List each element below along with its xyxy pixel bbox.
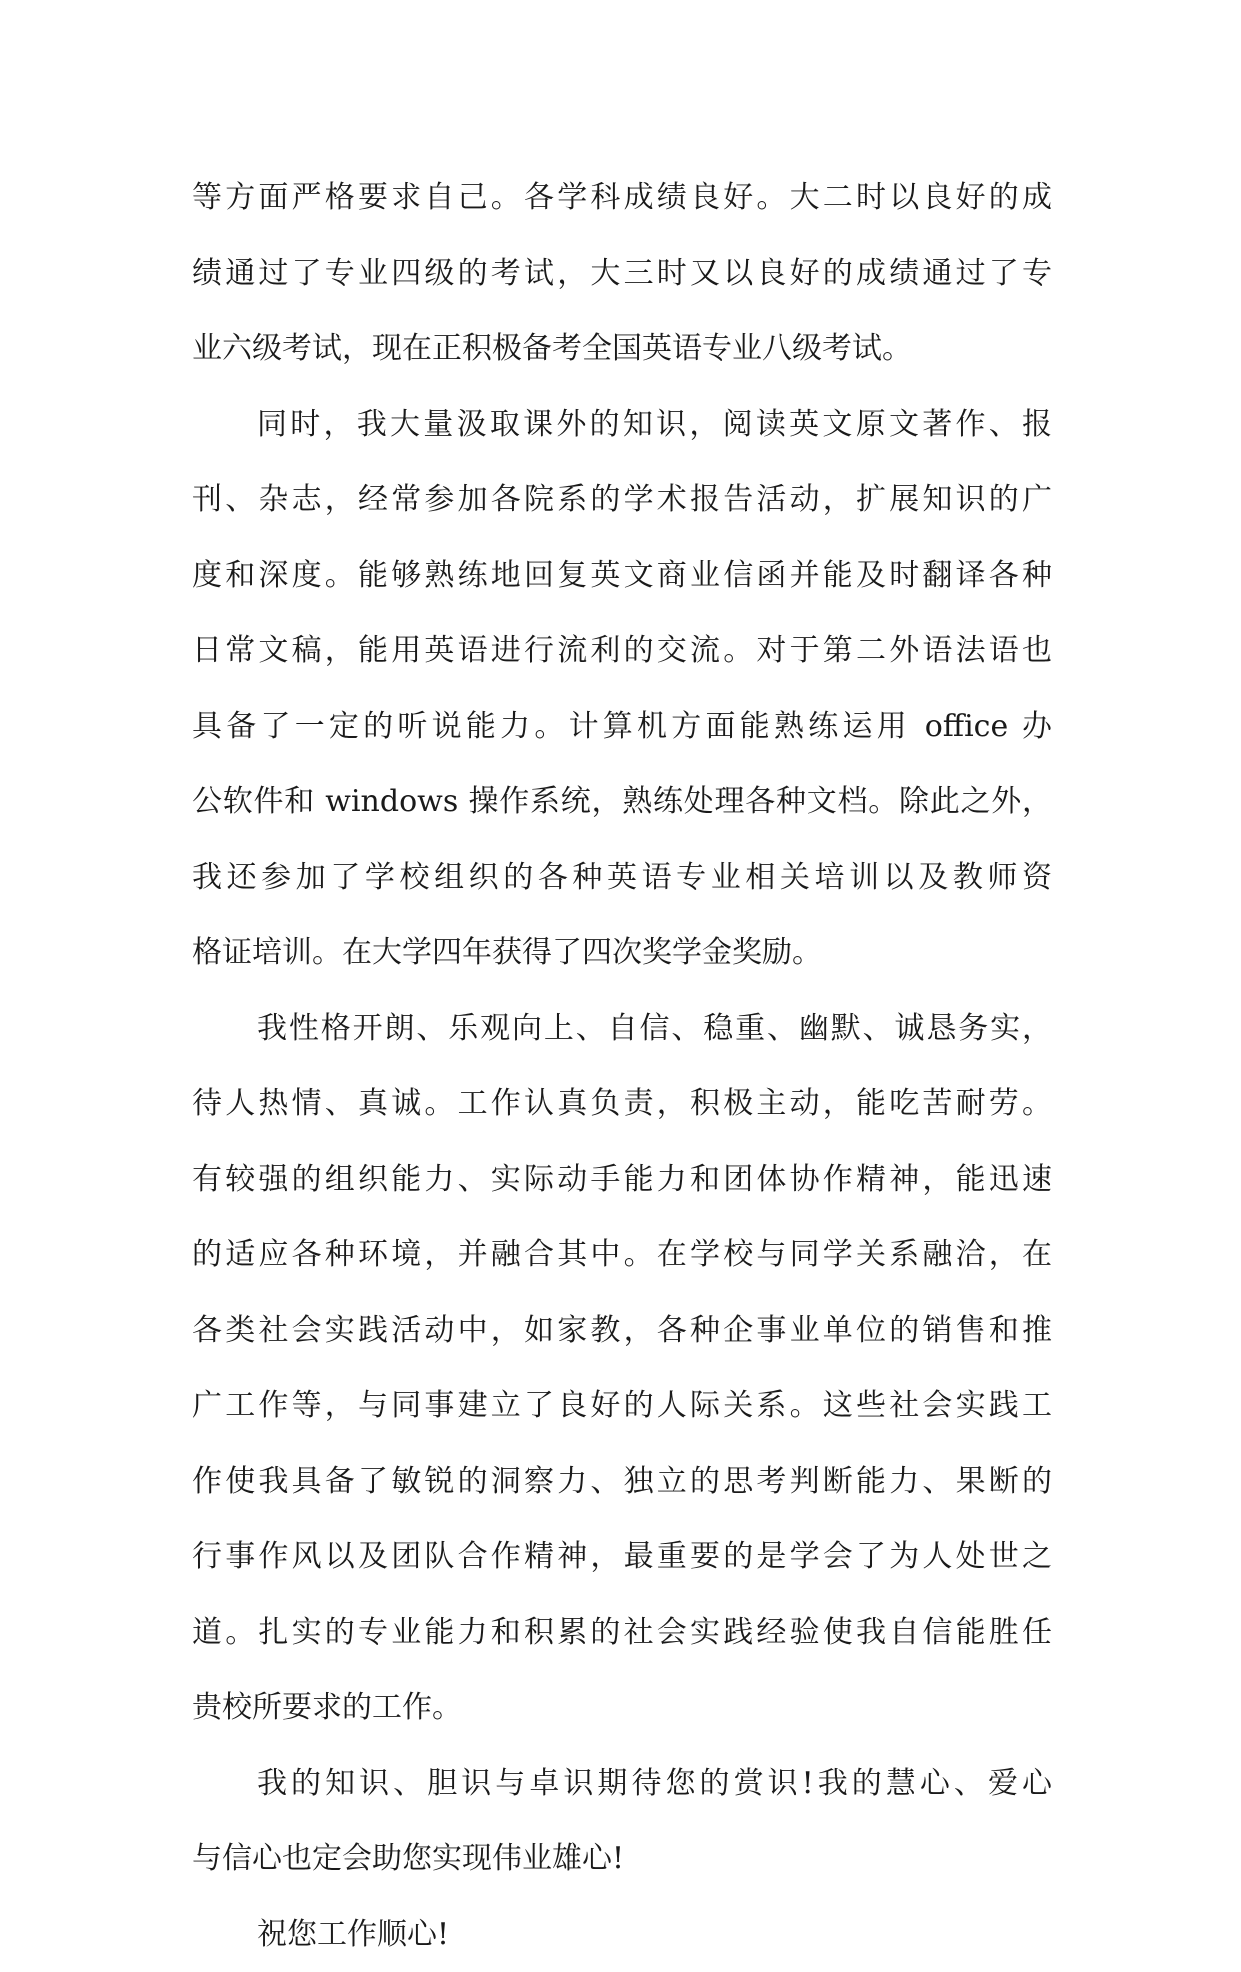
text-line: 度和深度。能够熟练地回复英文商业信函并能及时翻译各种 [192, 538, 1052, 614]
text-line: 的适应各种环境，并融合其中。在学校与同学关系融洽，在 [192, 1217, 1052, 1293]
text-line: 我的知识、胆识与卓识期待您的赏识!我的慧心、爱心 [192, 1746, 1052, 1822]
text-line: 作使我具备了敏锐的洞察力、独立的思考判断能力、果断的 [192, 1444, 1052, 1520]
text-line: 刊、杂志，经常参加各院系的学术报告活动，扩展知识的广 [192, 462, 1052, 538]
text-line: 贵校所要求的工作。 [192, 1670, 1052, 1746]
text-line: 等方面严格要求自己。各学科成绩良好。大二时以良好的成 [192, 160, 1052, 236]
text-line: 祝您工作顺心! [192, 1897, 1052, 1972]
text-line: 业六级考试，现在正积极备考全国英语专业八级考试。 [192, 311, 1052, 387]
text-line: 日常文稿，能用英语进行流利的交流。对于第二外语法语也 [192, 613, 1052, 689]
letter-body [192, 160, 1052, 1972]
text-line: 我还参加了学校组织的各种英语专业相关培训以及教师资 [192, 840, 1052, 916]
text-line: 公软件和 windows 操作系统，熟练处理各种文档。除此之外， [192, 764, 1052, 840]
text-line: 广工作等，与同事建立了良好的人际关系。这些社会实践工 [192, 1368, 1052, 1444]
text-line: 与信心也定会助您实现伟业雄心! [192, 1821, 1052, 1897]
text-line: 道。扎实的专业能力和积累的社会实践经验使我自信能胜任 [192, 1595, 1052, 1671]
text-line: 各类社会实践活动中，如家教，各种企事业单位的销售和推 [192, 1293, 1052, 1369]
text-line: 我性格开朗、乐观向上、自信、稳重、幽默、诚恳务实， [192, 991, 1052, 1067]
text-line: 待人热情、真诚。工作认真负责，积极主动，能吃苦耐劳。 [192, 1066, 1052, 1142]
text-line: 格证培训。在大学四年获得了四次奖学金奖励。 [192, 915, 1052, 991]
text-line: 同时，我大量汲取课外的知识，阅读英文原文著作、报 [192, 387, 1052, 463]
text-line: 行事作风以及团队合作精神，最重要的是学会了为人处世之 [192, 1519, 1052, 1595]
text-line: 具备了一定的听说能力。计算机方面能熟练运用 office 办 [192, 689, 1052, 765]
text-line: 有较强的组织能力、实际动手能力和团体协作精神，能迅速 [192, 1142, 1052, 1218]
text-line: 绩通过了专业四级的考试，大三时又以良好的成绩通过了专 [192, 236, 1052, 312]
